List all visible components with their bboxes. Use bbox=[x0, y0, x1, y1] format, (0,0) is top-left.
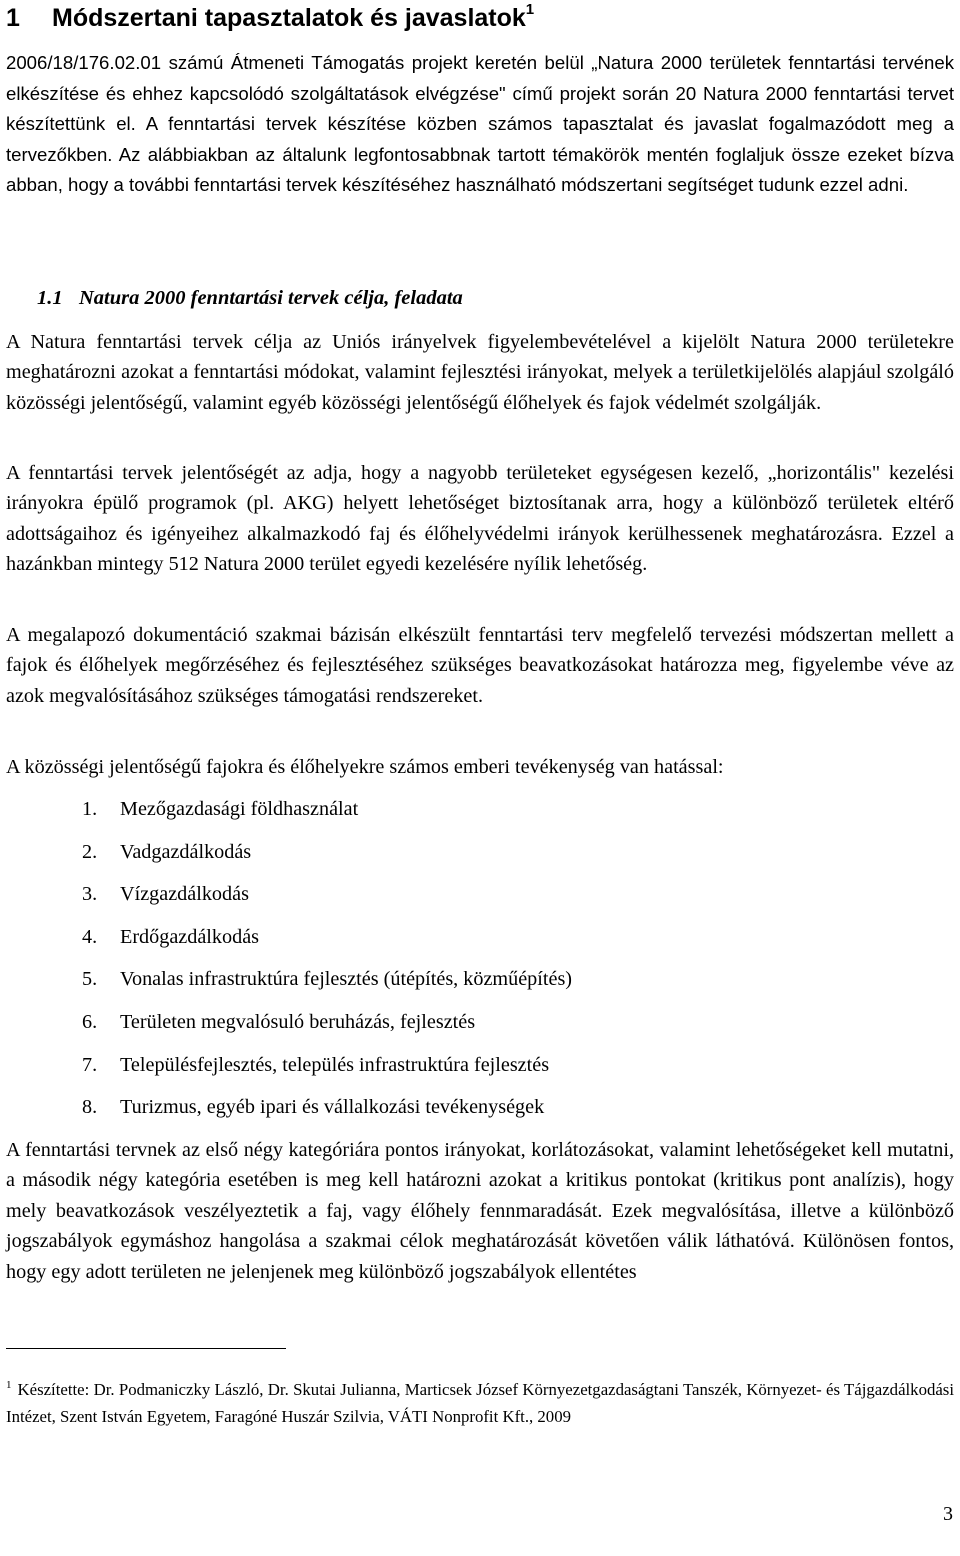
list-item bbox=[82, 922, 572, 965]
list-item bbox=[82, 879, 572, 922]
section-number: 1.1 bbox=[37, 287, 63, 309]
list-item-number: 6. bbox=[82, 1010, 98, 1033]
page-number: 3 bbox=[943, 1503, 953, 1525]
chapter-title: Módszertani tapasztalatok és javaslatok bbox=[52, 4, 526, 32]
footnote-reference[interactable]: 1 bbox=[525, 1, 535, 18]
list-item-number: 4. bbox=[82, 925, 98, 948]
list-item-text: Vonalas infrastruktúra fejlesztés (útépítés, közműépítés) bbox=[120, 968, 573, 991]
list-item-text: Településfejlesztés, település infrastruktúra fejlesztés bbox=[120, 1053, 550, 1076]
footnote-text: Készítette: Dr. Podmaniczky László, Dr. Skutai Julianna, Marticsek József Környezetgazdaságtani Tanszék, Környezet- és Tájgazdálkodási Intézet, Szent István Egyetem, Faragóné Huszár Szilvia, VÁTI Nonprofit Kft., 2009 bbox=[6, 1380, 954, 1426]
list-item bbox=[82, 1092, 572, 1135]
footnote-separator bbox=[6, 1348, 286, 1349]
list-item bbox=[82, 1007, 572, 1050]
chapter-number: 1 bbox=[6, 4, 20, 32]
intro-paragraph: 2006/18/176.02.01 számú Átmeneti Támogatás projekt keretén belül „Natura 2000 területek fenntartási tervének elkészítése és ehhez kapcsolódó szolgáltatások elvégzése" című projekt során 20 Natura 2000 fenntartási tervet készítettünk el. A fenntartási tervek készítése közben számos tapasztalat és javaslat fogalmazódott meg a tervezőkben. Az alábbiakban az általunk legfontosabbnak tartott témakörök mentén foglaljuk össze ezeket bízva abban, hogy a további fenntartási tervek készítéséhez használható módszertani segítséget tudunk ezzel adni. bbox=[6, 52, 954, 195]
chapter-heading bbox=[6, 2, 534, 34]
list-item-number: 3. bbox=[82, 883, 98, 906]
paragraph-significance: A fenntartási tervek jelentőségét az adja, hogy a nagyobb területeket egységesen kezelő, „horizontális" kezelési irányokra épülő programok (pl. AKG) helyett lehetőséget biztosítanak arra, hogy a különböző területek eltérő adottságaihoz és igényeihez alkalmazkodó faj és élőhelyvédelmi irányok kerülhessenek meghatározásra. Ezzel a hazánkban mintegy 512 Natura 2000 terület egyedi kezelésére nyílik lehetőség. bbox=[6, 462, 954, 576]
activity-list bbox=[82, 794, 572, 1135]
list-item-text: Mezőgazdasági földhasználat bbox=[120, 798, 359, 820]
list-item-text: Területen megvalósuló beruházás, fejlesztés bbox=[120, 1010, 476, 1033]
list-item-number: 8. bbox=[82, 1096, 98, 1119]
list-item-number: 1. bbox=[82, 798, 98, 820]
list-item bbox=[82, 964, 572, 1007]
paragraph-closing: A fenntartási tervnek az első négy kategóriára pontos irányokat, korlátozásokat, valamint lehetőségeket kell mutatni, a második négy kategória esetében is meg kell határozni azokat a kritikus pontokat (kritikus pont analízis), hogy mely beavatkozások veszélyeztetik a faj, vagy élőhely fennmaradását. Ezek megvalósítása, illetve a különböző jogszabályok egymáshoz hangolása a szakmai célok meghatározását követően válik láthatóvá. Különösen fontos, hogy egy adott területen ne jelenjenek meg különböző jogszabályok ellentétes bbox=[6, 1139, 954, 1283]
paragraph-methodology: A megalapozó dokumentáció szakmai bázisán elkészült fenntartási terv megfelelő tervezési módszertan mellett a fajok és élőhelyek megőrzéséhez és fejlesztéséhez szükséges beavatkozásokat határozza meg, figyelembe véve az azok megvalósításához szükséges támogatási rendszereket. bbox=[6, 624, 954, 707]
list-item bbox=[82, 837, 572, 880]
list-item-text: Vízgazdálkodás bbox=[120, 883, 249, 906]
list-item-text: Vadgazdálkodás bbox=[120, 840, 252, 863]
list-item bbox=[82, 1050, 572, 1093]
footnote bbox=[6, 1376, 954, 1430]
paragraph-list-intro: A közösségi jelentőségű fajokra és élőhelyekre számos emberi tevékenység van hatással: bbox=[6, 756, 724, 778]
paragraph-purpose: A Natura fenntartási tervek célja az Uniós irányelvek figyelembevételével a kijelölt Natura 2000 területekre meghatározni azokat a fenntartási módokat, valamint fejlesztési irányokat, melyek a területkijelölés alapjául szolgáló közösségi jelentőségű, valamint egyéb közösségi jelentőségű élőhelyek és fajok védelmét szolgálják. bbox=[6, 331, 954, 414]
list-item-number: 2. bbox=[82, 840, 98, 863]
list-item-text: Turizmus, egyéb ipari és vállalkozási tevékenységek bbox=[120, 1096, 545, 1119]
footnote-mark: 1 bbox=[6, 1379, 12, 1391]
list-item-number: 7. bbox=[82, 1053, 98, 1076]
list-item-text: Erdőgazdálkodás bbox=[120, 925, 260, 948]
list-item bbox=[82, 794, 572, 837]
section-title: Natura 2000 fenntartási tervek célja, feladata bbox=[79, 287, 463, 309]
list-item-number: 5. bbox=[82, 968, 98, 991]
section-heading bbox=[37, 283, 463, 313]
